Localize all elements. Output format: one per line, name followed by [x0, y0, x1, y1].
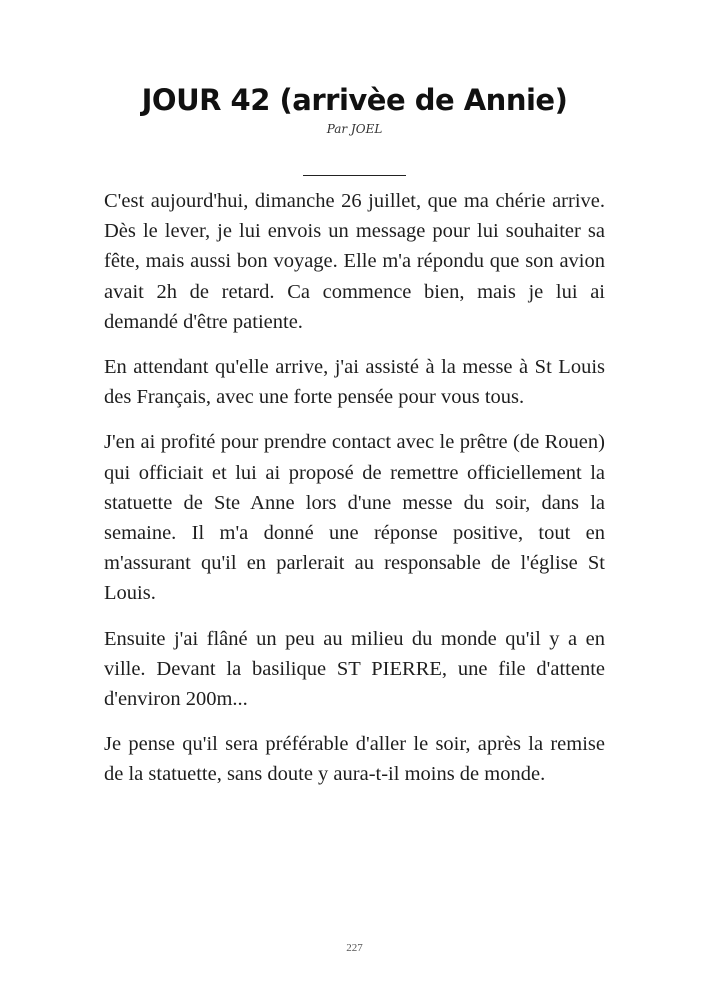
paragraph: Ensuite j'ai flâné un peu au milieu du monde qu'il y a en ville. Devant la basilique ST PIERRE, une file d'attente d'environ 200m... [104, 627, 605, 711]
chapter-title: JOUR 42 (arrivèe de Annie) [141, 83, 568, 117]
paragraph: Je pense qu'il sera préférable d'aller le soir, après la remise de la statuette, sans doute y aura-t-il moins de monde. [104, 733, 605, 786]
author-byline: Par JOEL [326, 122, 383, 136]
page-number: 227 [346, 942, 363, 954]
paragraph: C'est aujourd'hui, dimanche 26 juillet, que ma chérie arrive. Dès le lever, je lui envois un message pour lui souhaiter sa fête, mais aussi bon voyage. Elle m'a répondu que son avion avait 2h de retard. Ca commence bien, mais je lui ai demandé d'être patiente. [104, 190, 605, 333]
body-text [104, 186, 605, 805]
paragraph: J'en ai profité pour prendre contact avec le prêtre (de Rouen) qui officiait et lui ai proposé de remettre officiellement la statuette de Ste Anne lors d'une messe du soir, dans la semaine. Il m'a donné une réponse positive, tout en m'assurant qu'il en parlerait au responsable de l'église St Louis. [104, 431, 605, 605]
paragraph: En attendant qu'elle arrive, j'ai assisté à la messe à St Louis des Français, avec une forte pensée pour vous tous. [104, 356, 605, 409]
title-divider [303, 175, 406, 176]
